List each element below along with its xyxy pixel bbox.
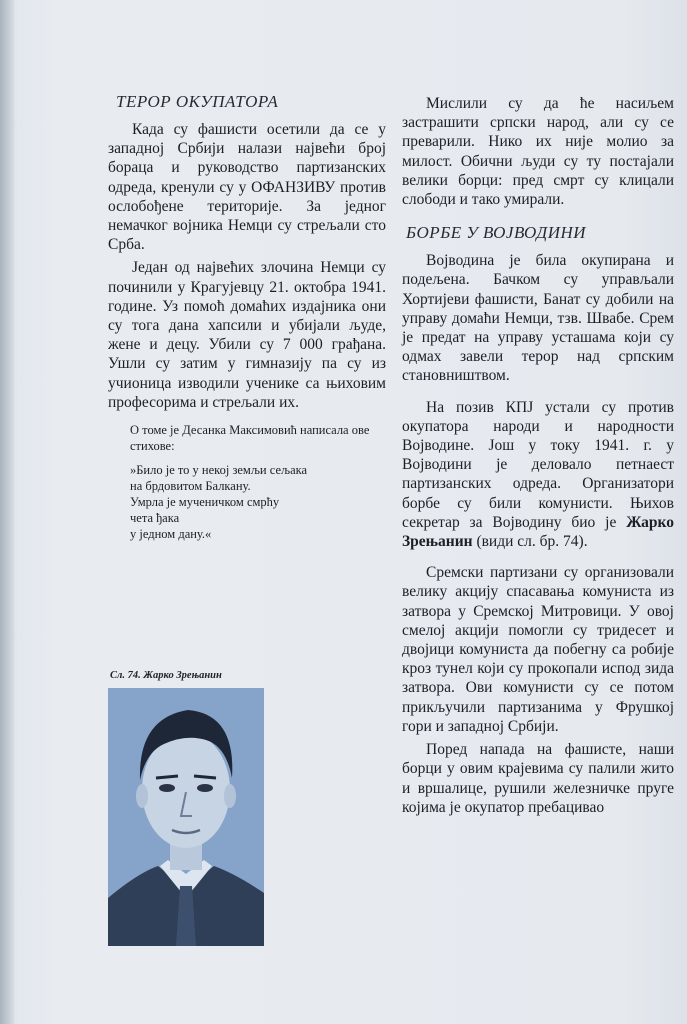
right-column: [402, 94, 674, 821]
poem: [130, 462, 386, 542]
section-heading-terror: ТЕРОР ОКУПАТОРА: [116, 92, 279, 111]
left-column: [108, 92, 386, 542]
portrait-photo: [108, 688, 264, 946]
section-heading-vojvodina: БОРБЕ У ВОЈВОДИНИ: [406, 223, 587, 243]
poem-line: у једном дану.«: [130, 527, 212, 542]
poem-line: на брдовитом Балкану.: [130, 479, 251, 494]
paragraph: Поред напада на фашисте, наши борци у овим крајевима су палили жито и вршалице, рушили железничке пруге којима је окупатор пребацивао: [402, 741, 674, 816]
paragraph: Војводина је била окупирана и подељена. Бачком су управљали Хортијеви фашисти, Банат су добили на управу домаћи Немци, тзв. Швабе. Срем је предат на управу усташама који су одмах завели терор над српским становништвом.: [402, 252, 674, 385]
paragraph-text: На позив КПЈ устали су против окупатора народи и народности Војводине. Још у току 1941. г. у Војводини је деловало петнаест партизанских одреда. Организатори борбе су били комунисти. Њихов секретар за Војводину био је: [402, 398, 674, 531]
paragraph: Сремски партизани су организовали велику акцију спасавања комуниста из затвора у Сремској Митровици. У овој смелој акцији помогли су тридесет и двојици комуниста да побегну са робије кроз тунел који су прокопали испод зида затвора. Ови комунисти су се потом прикључили партизанима у Фрушкој гори и западној Србији.: [402, 564, 674, 735]
person-name: Жарко Зрењанин: [402, 513, 674, 551]
poem-line: Умрла је мученичком смрћу: [130, 495, 280, 510]
paragraph: Један од највећих злочина Немци су починили у Крагујевцу 21. октобра 1941. године. Уз помоћ домаћих издајника они су тога дана хапсили и убијали људе, жене и децу. Убили су 7 000 грађана. Ушли су затим у гимназију па су из учионица изводили ученике са њиховим професорима и стрељали их.: [108, 259, 386, 411]
book-spine: [0, 0, 14, 1024]
paragraph: [402, 398, 674, 552]
poem-line: »Било је то у некој земљи сељака: [130, 463, 308, 478]
paragraph-text: (види сл. бр. 74).: [472, 533, 588, 551]
figure-caption: Сл. 74. Жарко Зрењанин: [110, 670, 222, 681]
poem-line: чета ђака: [130, 511, 180, 526]
paragraph: Мислили су да ће насиљем застрашити српски народ, али су се преварили. Нико их није молио за милост. Обични људи су ту постајали велики борци: пред смрт су клицали слободи и тако умирали.: [402, 95, 674, 209]
poem-intro: О томе је Десанка Максимовић написала ове стихове:: [130, 423, 370, 454]
paragraph: Када су фашисти осетили да се у западној Србији налази највећи број бораца и руководство партизанских одреда, кренули су у ОФАНЗИВУ против ослобођене територије. За једног немачког војника Немци су стрељали сто Срба.: [108, 121, 386, 254]
